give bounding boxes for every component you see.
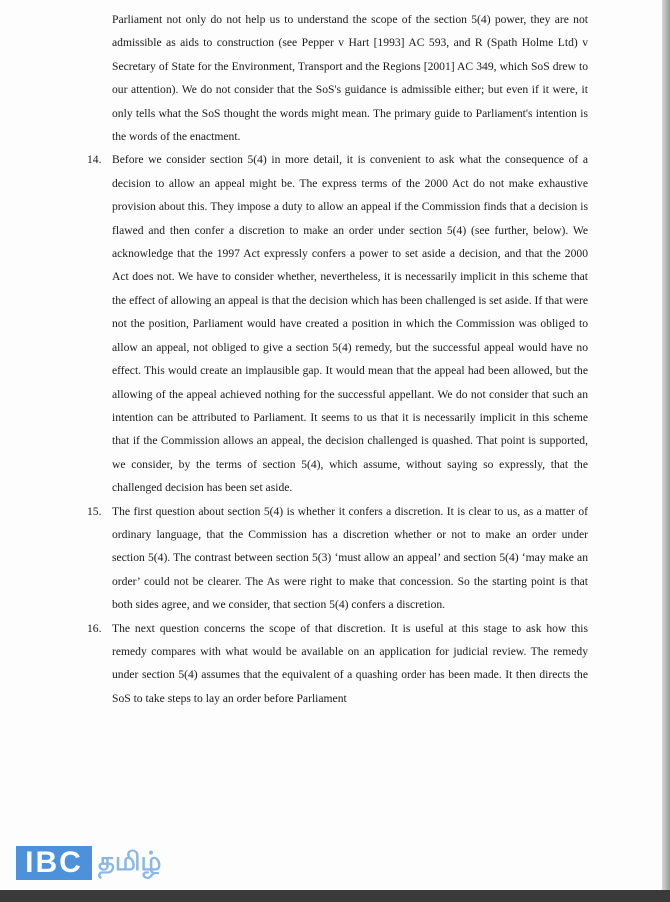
watermark-suffix: தமிழ்	[98, 846, 162, 877]
paragraph-15	[87, 500, 588, 617]
faded-bleed-through-text	[150, 812, 450, 868]
paragraph-text: The first question about section 5(4) is whether it confers a discretion. It is clear to us, as a matter of ordinary language, that the Commission has a discretion whether or not to make an order under section 5(4). The contrast between section 5(3) ‘must allow an appeal’ and section 5(4) ‘may make an order’ could not be clearer. The As were right to make that concession. So the starting point is that both sides agree, and we consider, that section 5(4) confers a discretion.	[112, 504, 588, 612]
paragraph-continued	[112, 8, 588, 148]
paragraph-number: 16.	[87, 621, 102, 635]
ibc-tamil-watermark-logo	[16, 846, 161, 880]
watermark-brand: IBC	[16, 846, 92, 880]
paragraph-text: Parliament not only do not help us to understand the scope of the section 5(4) power, they are not admissible as aids to construction (see Pepper v Hart [1993] AC 593, and R (Spath Holme Ltd) v Secretary of State for the Environment, Transport and the Regions [2001] AC 349, which SoS drew to our attention). We do not consider that the SoS's guidance is admissible either; but even if it were, it only tells what the SoS thought the words might mean. The primary guide to Parliament's intention is the words of the enactment.	[112, 13, 588, 144]
document-body	[87, 8, 588, 710]
paragraph-text: The next question concerns the scope of that discretion. It is useful at this stage to ask how this remedy compares with what would be available on an application for judicial review. The remedy under section 5(4) assumes that the equivalent of a quashing order has been made. It then directs the SoS to take steps to lay an order before Parliament	[112, 621, 588, 705]
page-edge-shadow	[662, 0, 670, 890]
bottom-scroll-bar	[0, 890, 670, 902]
paragraph-16	[87, 617, 588, 711]
paragraph-text: Before we consider section 5(4) in more detail, it is convenient to ask what the consequence of a decision to allow an appeal might be. The express terms of the 2000 Act do not make exhaustive provision about this. They impose a duty to allow an appeal if the Commission finds that a decision is flawed and then confer a discretion to make an order under section 5(4) (see further, below). We acknowledge that the 1997 Act expressly confers a power to set aside a decision, and that the 2000 Act does not. We have to consider whether, nevertheless, it is necessarily implicit in this scheme that the effect of allowing an appeal is that the decision which has been challenged is set aside. If that were not the position, Parliament would have created a position in which the Commission was obliged to allow an appeal, not obliged to give a section 5(4) remedy, but the successful appeal would have no effect. This would create an implausible gap. It would mean that the appeal had been allowed, but the allowing of the appeal achieved nothing for the successful appellant. We do not consider that such an intention can be attributed to Parliament. It seems to us that it is necessarily implicit in this scheme that if the Commission allows an appeal, the decision challenged is quashed. That point is supported, we consider, by the terms of section 5(4), which assume, without saying so expressly, that the challenged decision has been set aside.	[112, 153, 588, 495]
paragraph-number: 15.	[87, 504, 102, 518]
paragraph-number: 14.	[87, 153, 102, 167]
paragraph-14	[87, 148, 588, 499]
